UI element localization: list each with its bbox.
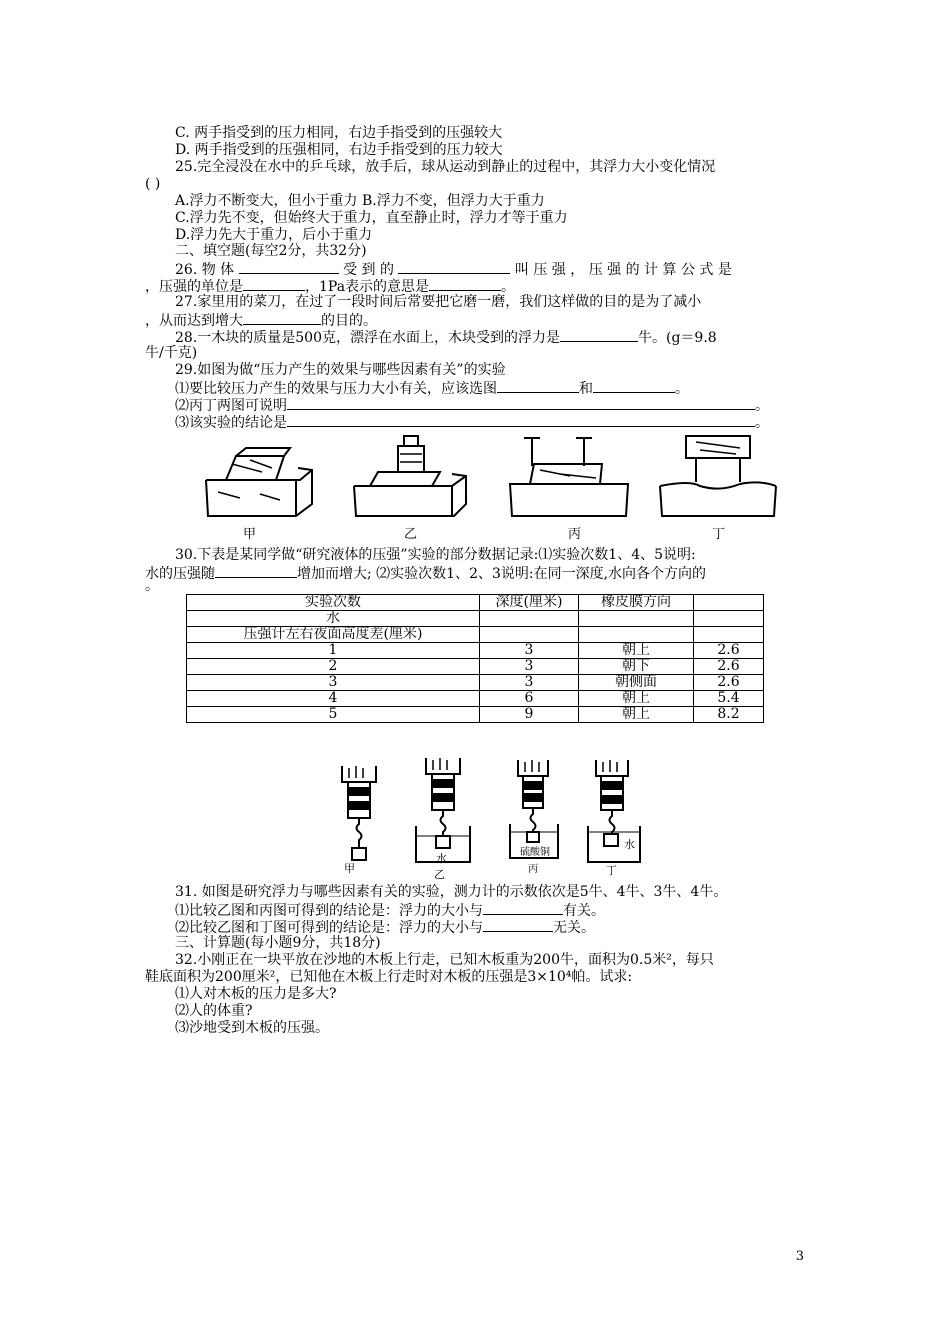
scale-label-bing: 丙 [528, 864, 538, 875]
figure-yi [354, 436, 466, 516]
question-29-part3: ⑶该实验的结论是 。 [175, 415, 769, 431]
question-31-part1: ⑴比较乙图和丙图可得到的结论是：浮力的大小与 有关。 [175, 903, 605, 919]
q25-option-d: D.浮力先大于重力，后小于重力 [175, 227, 373, 243]
option-c: C. 两手指受到的压力相同，右边手指受到的压强较大 [175, 125, 503, 141]
figure-label-ding: 丁 [712, 527, 726, 542]
scale-jia [342, 766, 376, 860]
liquid-label-water-2: 水 [624, 838, 635, 851]
section-2-heading: 二、填空题(每空2分，共32分) [175, 243, 367, 259]
blank [483, 901, 563, 915]
table-cell: 压强计左右夜面高度差(厘米) [187, 627, 480, 643]
question-31: 31. 如图是研究浮力与哪些因素有关的实验，测力计的示数依次是5牛、4牛、3牛、4牛。 [175, 884, 728, 900]
question-27-line2: ，从而达到增大 的目的。 [145, 313, 377, 329]
figure-bing [510, 438, 628, 516]
blank [398, 260, 510, 274]
data-table [186, 594, 764, 723]
question-32-line2: 鞋底面积为200厘米²，已知他在木板上行走时对木板的压强是3×10⁴帕。试求: [145, 969, 633, 985]
figure-label-yi: 乙 [404, 527, 418, 542]
question-26-line2: ，压强的单位是 ，1Pa表示的意思是 。 [145, 279, 516, 295]
blank [497, 379, 579, 393]
q25-option-c: C.浮力先不变，但始终大于重力，直至静止时，浮力才等于重力 [175, 210, 568, 226]
blank [243, 277, 305, 291]
question-29-part1: ⑴要比较压力产生的效果与压力大小有关，应该选图 和 。 [175, 381, 689, 397]
table-row: 4 6 朝上 5.4 [187, 691, 764, 707]
table-cell: 水 [187, 611, 480, 627]
blank [560, 328, 638, 342]
option-d: D. 两手指受到的压强相同，右边手指受到的压力较大 [175, 142, 503, 158]
table-header-cell: 实验次数 [187, 595, 480, 611]
question-32-part3: ⑶沙地受到木板的压强。 [175, 1020, 329, 1036]
blank [287, 413, 755, 427]
liquid-label-copper-sulfate: 硫酸铜 [520, 847, 550, 858]
question-25-paren: ( ) [145, 176, 161, 192]
question-30-line2: 水的压强随 增加而增大; ⑵实验次数1、2、3说明:在同一深度,水向各个方向的 [145, 566, 707, 582]
question-30-line1: 30.下表是某同学做“研究液体的压强”实验的部分数据记录:⑴实验次数1、4、5说明: [175, 547, 696, 563]
question-29: 29.如图为做“压力产生的效果与哪些因素有关”的实验 [175, 362, 506, 378]
table-row: 1 3 朝上 2.6 [187, 643, 764, 659]
question-32-part2: ⑵人的体重? [175, 1003, 253, 1019]
question-29-part2: ⑵丙丁两图可说明 。 [175, 398, 769, 414]
question-32-part1: ⑴人对木板的压力是多大? [175, 986, 337, 1002]
table-header-row [187, 595, 764, 611]
liquid-label-water: 水 [436, 852, 447, 865]
blank [239, 260, 339, 274]
question-28-line1: 28.一木块的质量是500克，漂浮在水面上，木块受到的浮力是 牛。(g＝9.8 [175, 330, 717, 346]
blank [287, 396, 755, 410]
question-32-line1: 32.小刚正在一块平放在沙地的木板上行走，已知木板重为200牛，面积为0.5米²，每只 [175, 952, 714, 968]
table-row: 5 9 朝上 8.2 [187, 707, 764, 723]
blank [243, 311, 321, 325]
blank [483, 918, 553, 932]
q25-option-ab: A.浮力不断变大，但小于重力 B.浮力不变，但浮力大于重力 [175, 193, 545, 209]
question-30-line3: 。 [145, 578, 159, 594]
question-27-line1: 27.家里用的菜刀，在过了一段时间后常要把它磨一磨，我们这样做的目的是为了减小 [175, 294, 702, 310]
question-28-line2: 牛/千克) [145, 345, 198, 361]
table-row [187, 627, 764, 643]
figure-label-bing: 丙 [568, 527, 582, 542]
scale-yi [416, 758, 470, 862]
blank [593, 379, 675, 393]
scale-label-yi: 乙 [434, 868, 445, 881]
buoyancy-experiment-figure [0, 758, 950, 878]
question-25: 25.完全浸没在水中的乒乓球，放手后，球从运动到静止的过程中，其浮力大小变化情况 [175, 159, 716, 175]
table-header-cell [694, 595, 764, 611]
page-number: 3 [795, 1249, 804, 1264]
table-row: 3 3 朝侧面 2.6 [187, 675, 764, 691]
scale-label-jia: 甲 [344, 862, 355, 875]
scale-label-ding: 丁 [606, 864, 617, 877]
section-3-heading: 三、计算题(每小题9分，共18分) [175, 935, 381, 951]
question-31-part2: ⑵比较乙图和丁图可得到的结论是：浮力的大小与 无关。 [175, 920, 595, 936]
question-26-line1: 26. 物 体 受 到 的 叫 压 强 ， 压 强 的 计 算 公 式 是 [175, 262, 732, 278]
table-row: 2 3 朝下 2.6 [187, 659, 764, 675]
figure-ding [660, 436, 776, 516]
table-header-cell: 深度(厘米) [480, 595, 579, 611]
blank [429, 277, 501, 291]
table-row [187, 611, 764, 627]
blank [215, 564, 297, 578]
figure-label-jia: 甲 [243, 527, 257, 542]
figure-jia [206, 448, 312, 516]
table-header-cell: 橡皮膜方向 [579, 595, 694, 611]
pressure-experiment-figure [0, 428, 950, 548]
